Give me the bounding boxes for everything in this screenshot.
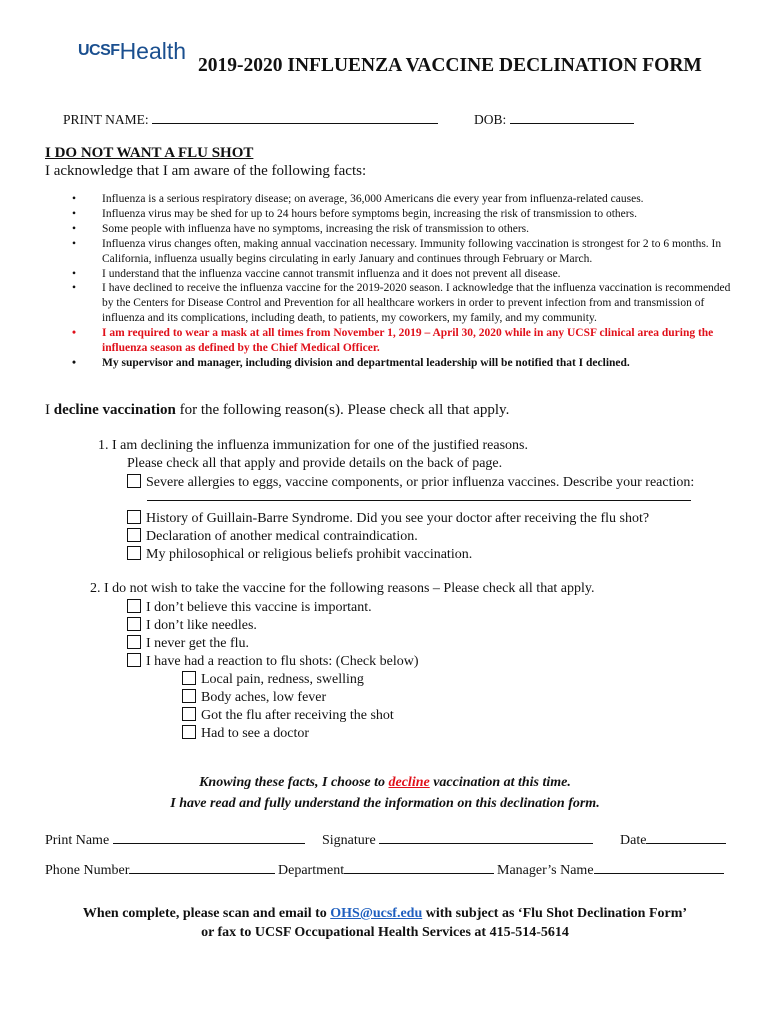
decline-intro-bold: decline vaccination: [53, 402, 176, 418]
reason1-heading: 1. I am declining the influenza immunization for one of the justified reasons.: [98, 438, 528, 453]
checkbox[interactable]: [182, 725, 196, 739]
option-label: History of Guillain-Barre Syndrome. Did you see your doctor after receiving the flu shot?: [146, 511, 650, 526]
option-label: Got the flu after receiving the shot: [201, 708, 394, 723]
footer-line-1: [0, 906, 770, 922]
reaction-option-local-pain[interactable]: [182, 671, 364, 688]
footer-pre: When complete, please scan and email to: [82, 906, 331, 921]
reason2-option-never-flu[interactable]: [127, 635, 249, 652]
checkbox[interactable]: [127, 474, 141, 488]
reaction-option-got-flu[interactable]: [182, 707, 394, 724]
date-label: Date: [620, 833, 647, 848]
statement-line-1: [0, 775, 770, 791]
option-label: Had to see a doctor: [201, 726, 310, 741]
fact-item: • Influenza is a serious respiratory disease; on average, 36,000 Americans die every year from influenza-related causes.: [60, 192, 740, 207]
checkbox[interactable]: [127, 599, 141, 613]
print-name-label: PRINT NAME:: [63, 112, 149, 127]
reaction-description-line[interactable]: [147, 500, 691, 501]
decline-intro-post: for the following reason(s). Please check all that apply.: [175, 402, 510, 418]
option-label: I don’t like needles.: [146, 618, 257, 633]
option-label: Body aches, low fever: [201, 690, 327, 705]
email-link[interactable]: OHS@ucsf.edu: [330, 906, 423, 921]
reason1-option-beliefs[interactable]: [127, 546, 472, 563]
option-label: My philosophical or religious beliefs prohibit vaccination.: [146, 547, 473, 562]
fact-item-notification: • My supervisor and manager, including division and departmental leadership will be notified that I declined.: [60, 356, 740, 371]
option-label: I don’t believe this vaccine is important.: [146, 600, 372, 615]
phone-line[interactable]: [129, 861, 275, 874]
date-line[interactable]: [646, 831, 726, 844]
signature-field[interactable]: [322, 831, 593, 849]
date-field[interactable]: [620, 831, 726, 849]
option-label: I have had a reaction to flu shots: (Check below): [146, 654, 419, 669]
reason1-option-allergy[interactable]: [127, 474, 694, 491]
manager-label: Manager’s Name: [497, 863, 594, 878]
reason2-option-not-important[interactable]: [127, 599, 372, 616]
option-label: Local pain, redness, swelling: [201, 672, 364, 687]
checkbox[interactable]: [127, 510, 141, 524]
checkbox[interactable]: [182, 689, 196, 703]
statement-line-2: I have read and fully understand the information on this declination form.: [170, 796, 600, 811]
acknowledge-text: I acknowledge that I am aware of the following facts:: [45, 163, 367, 179]
checkbox[interactable]: [182, 671, 196, 685]
reason1-option-gbs[interactable]: [127, 510, 649, 527]
phone-label: Phone Number: [45, 863, 130, 878]
page-title: 2019-2020 INFLUENZA VACCINE DECLINATION FORM: [198, 55, 702, 76]
fact-item: • I have declined to receive the influenza vaccine for the 2019-2020 season. I acknowledge that the influenza vaccination is recommended by the Centers for Disease Control and Prevention for all healthcare workers in order to prevent infection from and transmission of influenza and its complications, including death, to patients, my coworkers, my family, and my community.: [60, 281, 740, 326]
checkbox[interactable]: [127, 546, 141, 560]
print-name-label: Print Name: [45, 833, 110, 848]
reason2-option-needles[interactable]: [127, 617, 257, 634]
reaction-option-body-aches[interactable]: [182, 689, 326, 706]
reaction-option-see-doctor[interactable]: [182, 725, 309, 742]
dob-label: DOB:: [474, 112, 507, 127]
statement-post: vaccination at this time.: [429, 775, 571, 790]
reason2-heading: 2. I do not wish to take the vaccine for the following reasons – Please check all that apply.: [90, 581, 595, 596]
reason1-option-contraindication[interactable]: [127, 528, 418, 545]
logo-health-text: Health: [119, 38, 187, 64]
dob-field[interactable]: [474, 111, 634, 128]
department-field[interactable]: [278, 861, 494, 879]
option-label: I never get the flu.: [146, 636, 250, 651]
option-label: Severe allergies to eggs, vaccine components, or prior influenza vaccines. Describe your reaction:: [146, 475, 695, 490]
checkbox[interactable]: [127, 528, 141, 542]
reason1-subtext: Please check all that apply and provide details on the back of page.: [127, 456, 503, 471]
fact-item: • Influenza virus changes often, making annual vaccination necessary. Immunity following vaccination is strongest for 2 to 6 months. In California, influenza usually begins circulating in early January and continues through February or March.: [60, 237, 740, 267]
option-label: Declaration of another medical contraindication.: [146, 529, 418, 544]
checkbox[interactable]: [182, 707, 196, 721]
footer-line-2: or fax to UCSF Occupational Health Services at 415-514-5614: [201, 925, 569, 940]
manager-name-field[interactable]: [497, 861, 724, 879]
signature-label: Signature: [322, 833, 376, 848]
section-heading: I DO NOT WANT A FLU SHOT: [45, 145, 254, 161]
print-name-signature-field[interactable]: [45, 831, 305, 849]
footer-post: with subject as ‘Flu Shot Declination Form’: [422, 906, 688, 921]
fact-item: • Influenza virus may be shed for up to 24 hours before symptoms begin, increasing the risk of transmission to others.: [60, 207, 740, 222]
department-label: Department: [278, 863, 345, 878]
signature-line[interactable]: [379, 831, 593, 844]
fact-item: • I understand that the influenza vaccine cannot transmit influenza and it does not prevent all disease.: [60, 267, 740, 282]
ucsf-health-logo: [78, 38, 186, 65]
phone-number-field[interactable]: [45, 861, 275, 879]
print-name-field[interactable]: [63, 111, 438, 128]
checkbox[interactable]: [127, 653, 141, 667]
decline-intro-pre: I: [45, 402, 54, 418]
fact-item-mask-requirement: • I am required to wear a mask at all times from November 1, 2019 – April 30, 2020 while in any UCSF clinical area during the influenza season as defined by the Chief Medical Officer.: [60, 326, 740, 356]
department-line[interactable]: [344, 861, 494, 874]
checkbox[interactable]: [127, 635, 141, 649]
decline-intro: [45, 402, 509, 419]
manager-line[interactable]: [594, 861, 724, 874]
logo-ucsf-text: UCSF: [78, 42, 120, 59]
dob-line[interactable]: [510, 111, 634, 124]
fact-item: • Some people with influenza have no symptoms, increasing the risk of transmission to others.: [60, 222, 740, 237]
statement-pre: Knowing these facts, I choose to: [199, 775, 389, 790]
checkbox[interactable]: [127, 617, 141, 631]
statement-decline-word: decline: [388, 775, 430, 790]
print-name-line[interactable]: [152, 111, 438, 124]
facts-list: [60, 192, 740, 371]
reason2-option-reaction[interactable]: [127, 653, 419, 670]
print-name-line[interactable]: [113, 831, 305, 844]
